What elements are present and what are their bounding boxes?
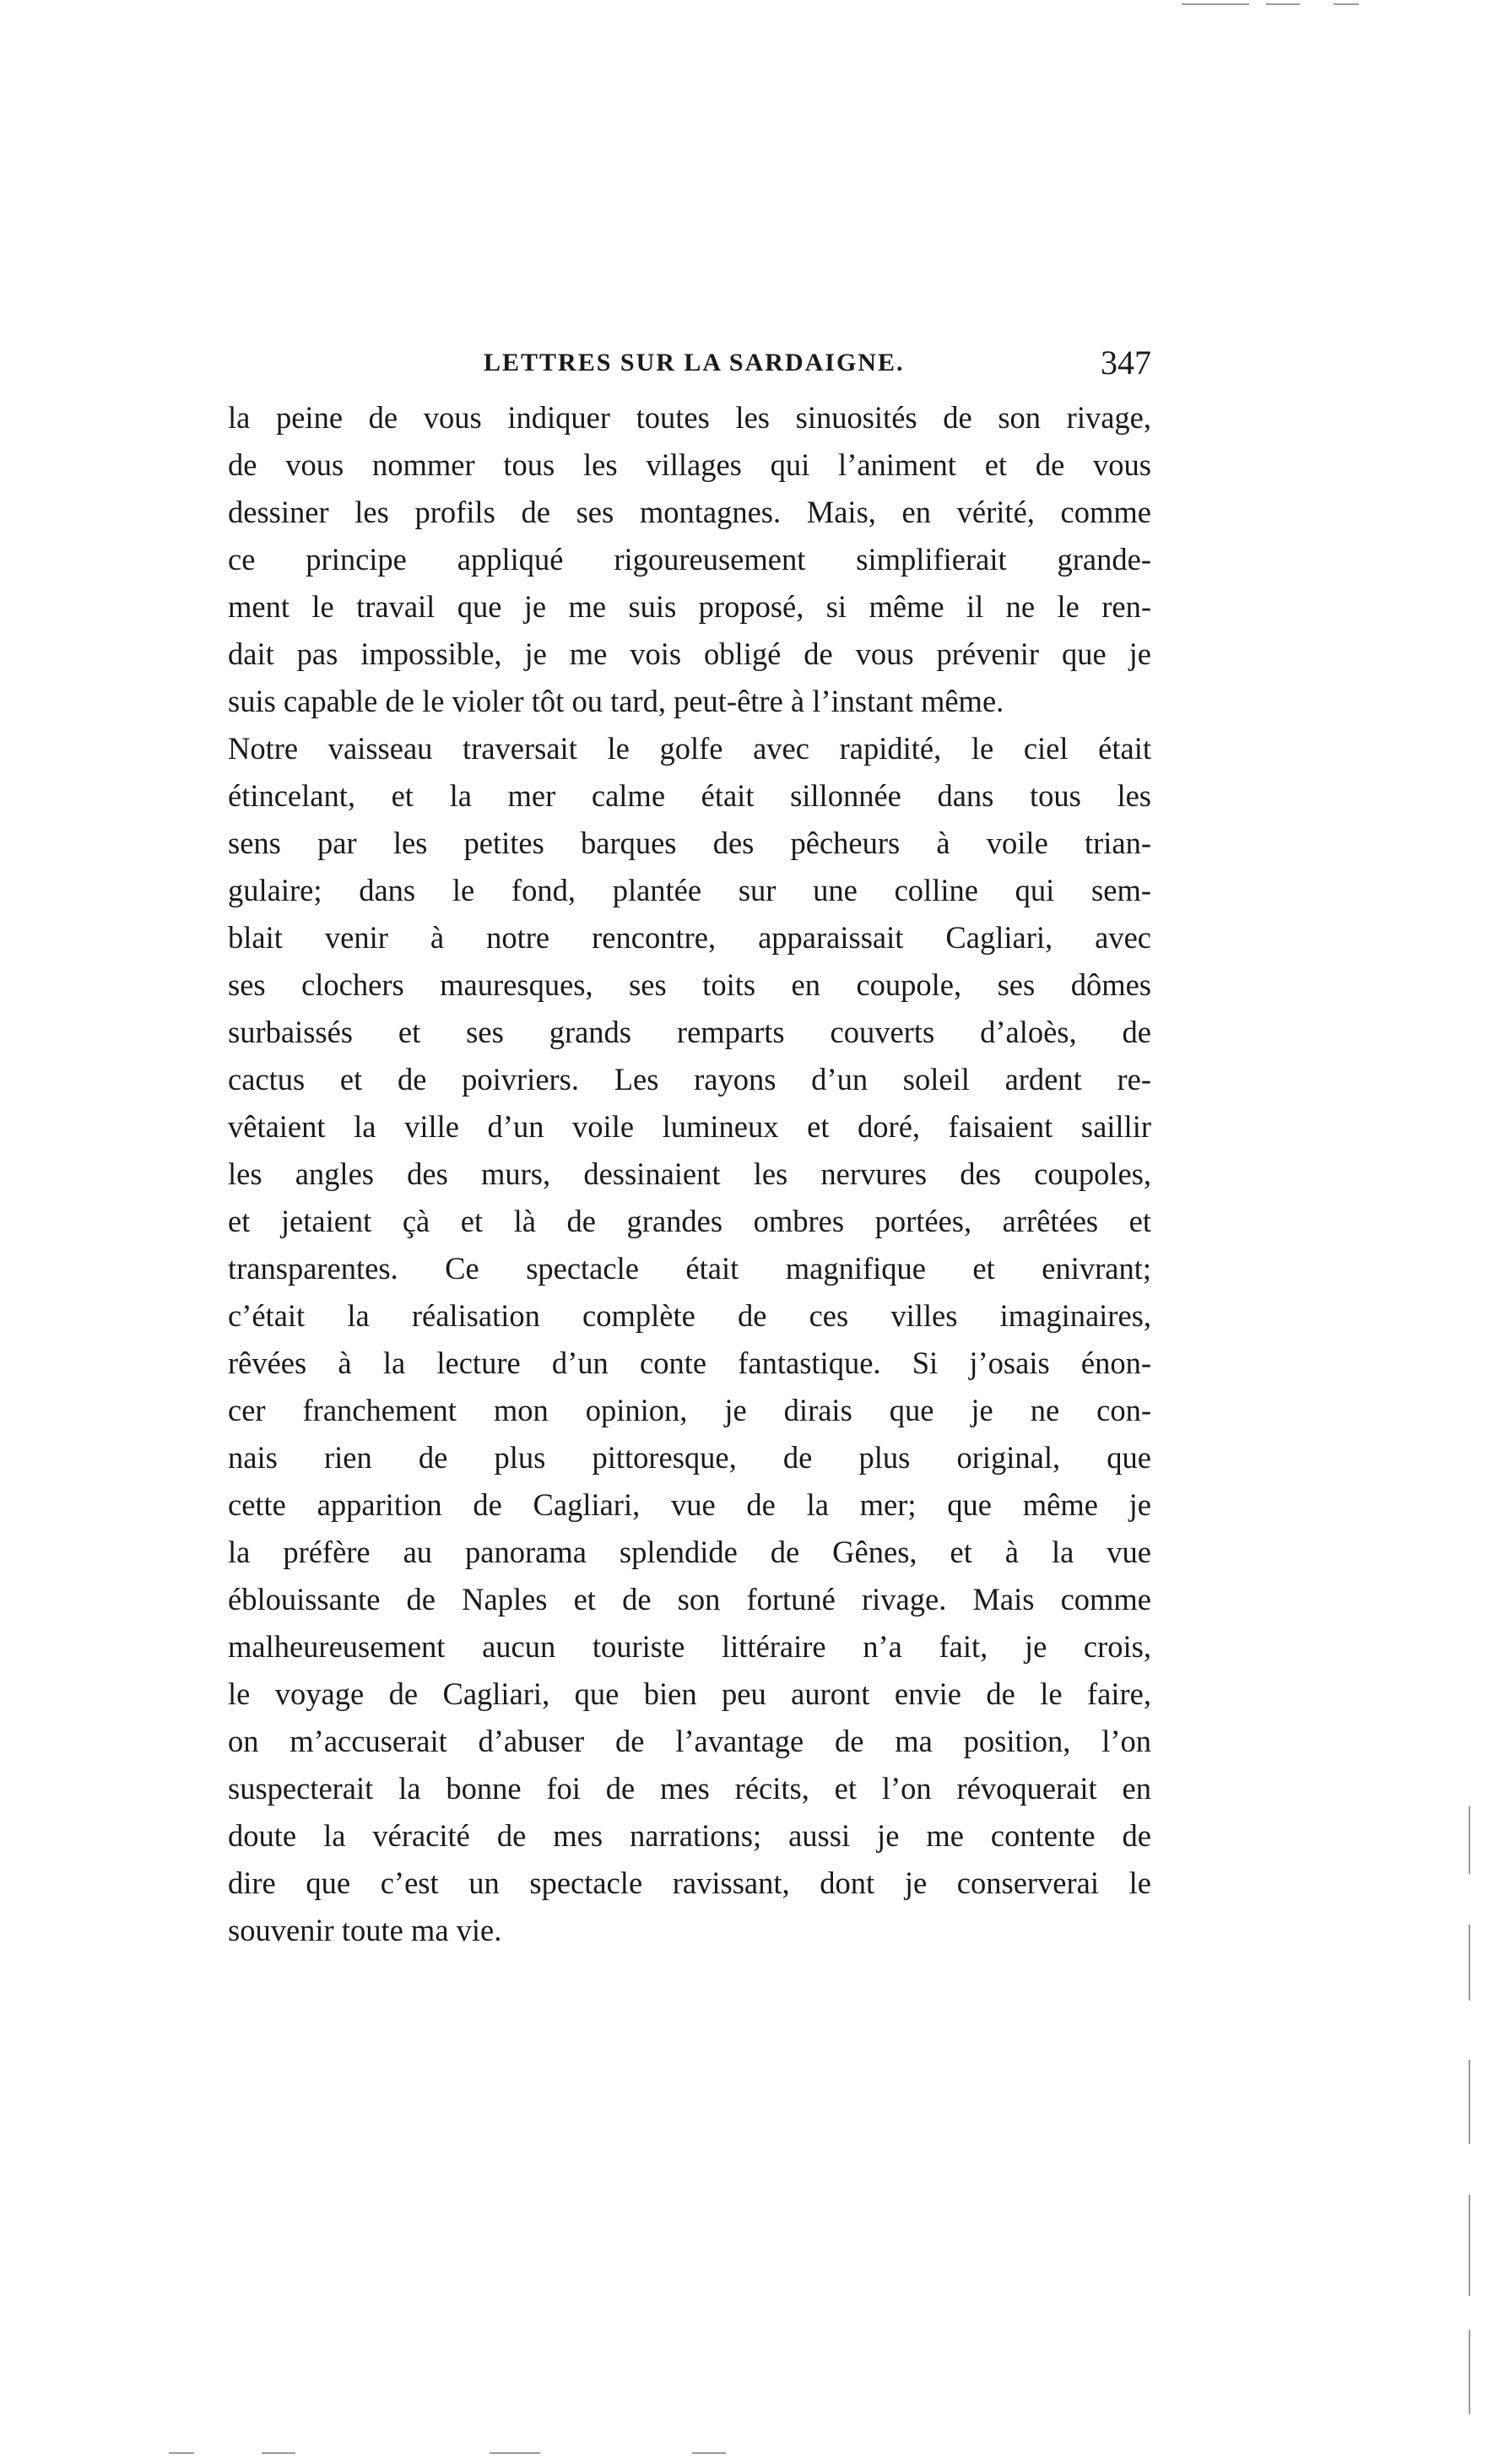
- text-line: on m’accuserait d’abuser de l’avantage de ma position, l’on: [228, 1724, 1151, 1758]
- text-line: le voyage de Cagliari, que bien peu auront envie de le faire,: [228, 1676, 1151, 1711]
- text-line: ses clochers mauresques, ses toits en coupole, ses dômes: [228, 967, 1151, 1002]
- text-line: surbaissés et ses grands remparts couverts d’aloès, de: [228, 1015, 1151, 1049]
- text-line: suspecterait la bonne foi de mes récits, et l’on révoquerait en: [228, 1771, 1151, 1806]
- text-line: la peine de vous indiquer toutes les sinuosités de son rivage,: [228, 400, 1151, 435]
- text-line: les angles des murs, dessinaient les nervures des coupoles,: [228, 1156, 1151, 1191]
- page-header: [228, 341, 1151, 385]
- scan-artifact: [262, 2452, 295, 2454]
- text-line: souvenir toute ma vie.: [228, 1913, 502, 1947]
- page-number: 347: [1101, 344, 1151, 382]
- text-line: gulaire; dans le fond, plantée sur une colline qui sem-: [228, 873, 1151, 907]
- text-line: nais rien de plus pittoresque, de plus original, que: [228, 1440, 1151, 1475]
- text-line: dait pas impossible, je me vois obligé de vous prévenir que je: [228, 636, 1151, 671]
- text-line: éblouissante de Naples et de son fortuné rivage. Mais comme: [228, 1582, 1151, 1616]
- scan-artifact: [1334, 3, 1359, 5]
- scan-artifact: [692, 2452, 726, 2454]
- text-line: cette apparition de Cagliari, vue de la mer; que même je: [228, 1487, 1151, 1522]
- scan-artifact: [1266, 3, 1300, 5]
- text-line: étincelant, et la mer calme était sillonnée dans tous les: [228, 778, 1151, 813]
- text-line: cactus et de poivriers. Les rayons d’un soleil ardent re-: [228, 1062, 1151, 1097]
- text-line: de vous nommer tous les villages qui l’animent et de vous: [228, 447, 1151, 482]
- text-line: ce principe appliqué rigoureusement simplifierait grande-: [228, 542, 1151, 577]
- scan-artifact: [490, 2452, 540, 2454]
- text-line: et jetaient çà et là de grandes ombres portées, arrêtées et: [228, 1204, 1151, 1238]
- scan-artifact: [1469, 1925, 1470, 2001]
- text-line: vêtaient la ville d’un voile lumineux et doré, faisaient saillir: [228, 1109, 1151, 1144]
- text-line: dessiner les profils de ses montagnes. Mais, en vérité, comme: [228, 495, 1151, 529]
- text-line: transparentes. Ce spectacle était magnifique et enivrant;: [228, 1251, 1151, 1286]
- text-line: c’était la réalisation complète de ces villes imaginaires,: [228, 1298, 1151, 1333]
- scan-artifact: [1469, 2330, 1470, 2414]
- scan-artifact: [1182, 3, 1249, 5]
- text-line: ment le travail que je me suis proposé, si même il ne le ren-: [228, 589, 1151, 624]
- scan-artifact: [1469, 2195, 1470, 2296]
- scan-artifact: [1469, 1806, 1470, 1874]
- text-line: doute la véracité de mes narrations; aussi je me contente de: [228, 1818, 1151, 1853]
- text-line: dire que c’est un spectacle ravissant, dont je conserverai le: [228, 1866, 1151, 1900]
- text-line: rêvées à la lecture d’un conte fantastique. Si j’osais énon-: [228, 1346, 1151, 1380]
- text-line: suis capable de le violer tôt ou tard, peut-être à l’instant même.: [228, 684, 1004, 718]
- text-line: cer franchement mon opinion, je dirais que je ne con-: [228, 1393, 1151, 1427]
- scan-artifact: [1469, 2060, 1470, 2144]
- scan-artifact: [169, 2452, 194, 2454]
- text-line: blait venir à notre rencontre, apparaissait Cagliari, avec: [228, 920, 1151, 955]
- text-line: Notre vaisseau traversait le golfe avec rapidité, le ciel était: [228, 731, 1151, 766]
- running-title: LETTRES SUR LA SARDAIGNE.: [484, 349, 905, 376]
- text-line: la préfère au panorama splendide de Gênes, et à la vue: [228, 1535, 1151, 1569]
- text-line: sens par les petites barques des pêcheurs à voile trian-: [228, 826, 1151, 860]
- text-line: malheureusement aucun touriste littéraire n’a fait, je crois,: [228, 1629, 1151, 1664]
